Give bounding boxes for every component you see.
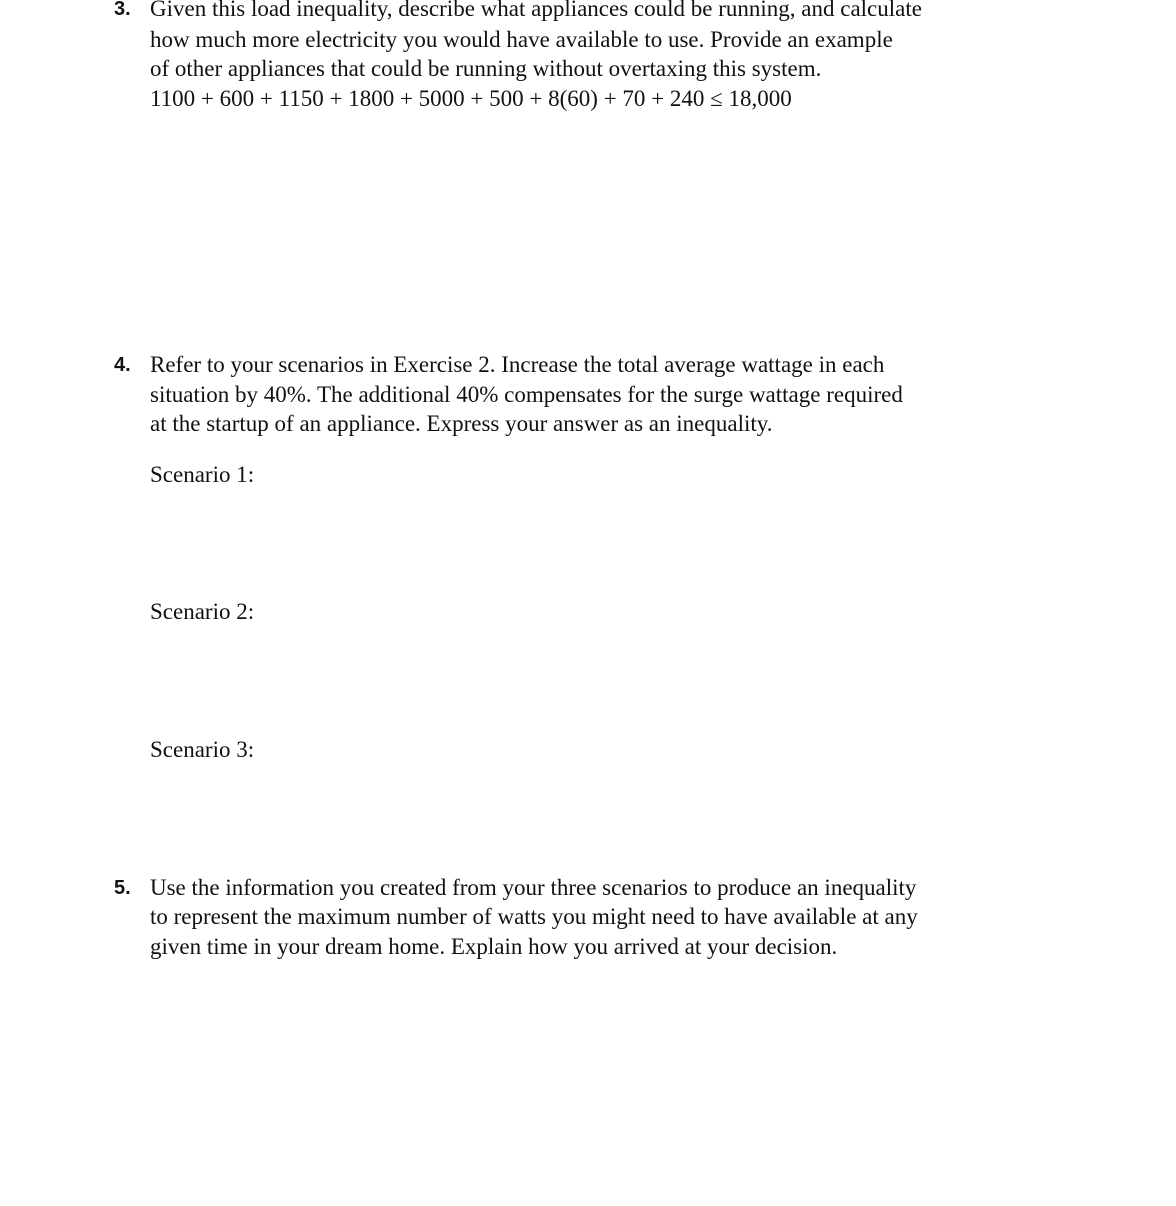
question-5-line-1: Use the information you created from your three scenarios to produce an inequality: [150, 875, 917, 900]
question-3-number: 3.: [114, 0, 131, 20]
question-3-line-2: how much more electricity you would have available to use. Provide an example: [150, 27, 893, 52]
scenario-2-label: Scenario 2:: [150, 599, 255, 624]
question-3-line-1: Given this load inequality, describe what appliances could be running, and calculate: [150, 0, 922, 21]
scenario-1-label: Scenario 1:: [150, 462, 255, 487]
question-4-line-1: Refer to your scenarios in Exercise 2. Increase the total average wattage in each: [150, 352, 885, 377]
question-5-line-2: to represent the maximum number of watts you might need to have available at any: [150, 904, 918, 929]
question-4-line-2: situation by 40%. The additional 40% compensates for the surge wattage required: [150, 382, 903, 407]
question-3-line-3: of other appliances that could be running without overtaxing this system.: [150, 56, 822, 81]
question-4-number: 4.: [114, 354, 131, 376]
scenario-3-label: Scenario 3:: [150, 737, 255, 762]
question-4-line-3: at the startup of an appliance. Express your answer as an inequality.: [150, 411, 773, 436]
question-3-equation: 1100 + 600 + 1150 + 1800 + 5000 + 500 + 8(60) + 70 + 240 ≤ 18,000: [150, 86, 792, 111]
question-5-number: 5.: [114, 877, 131, 899]
question-5-line-3: given time in your dream home. Explain how you arrived at your decision.: [150, 934, 838, 959]
